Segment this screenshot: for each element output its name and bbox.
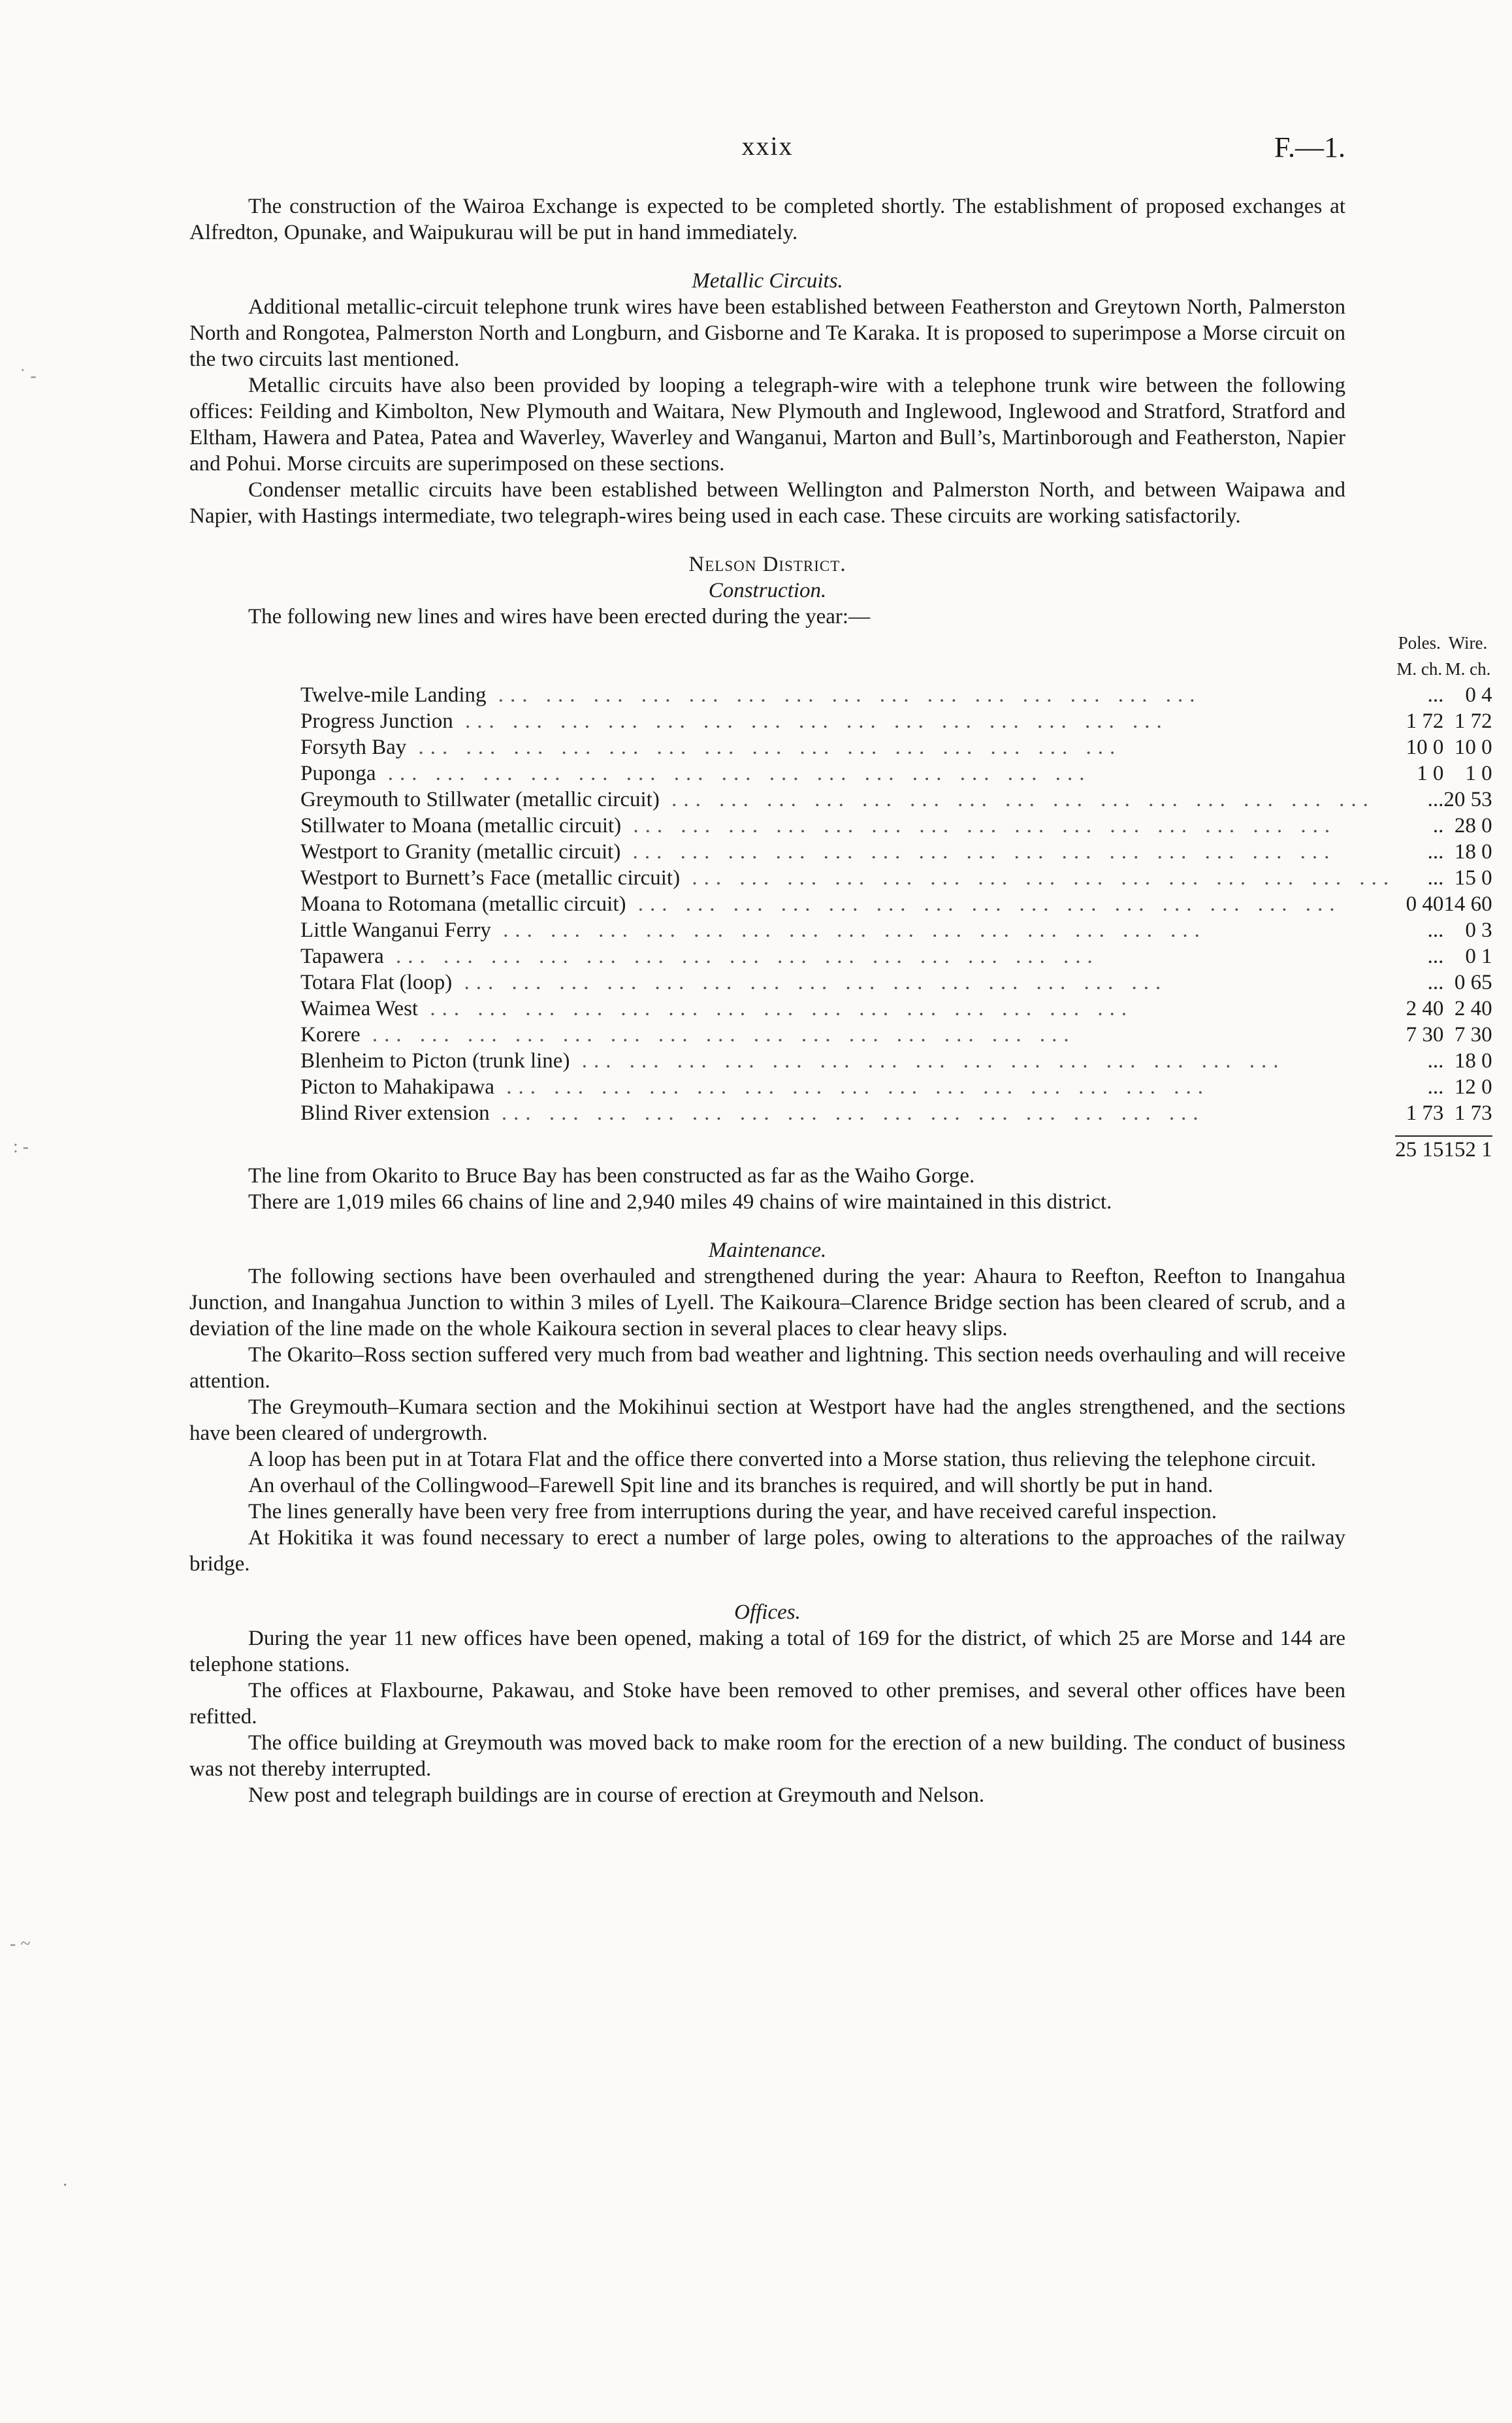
poles-value: ... xyxy=(1427,788,1444,811)
metallic-circuits-heading: Metallic Circuits. xyxy=(692,269,843,293)
line-name: Tapawera xyxy=(300,945,384,968)
wire-value: 15 0 xyxy=(1454,866,1492,890)
wire-total: 152 1 xyxy=(1443,1138,1492,1162)
poles-value: 1 72 xyxy=(1406,709,1444,733)
wire-value: 0 3 xyxy=(1465,919,1492,942)
poles-value: ... xyxy=(1427,1049,1444,1073)
nelson-district-heading: Nelson District. xyxy=(688,553,846,576)
margin-mark: · xyxy=(62,2175,69,2196)
line-name: Forsyth Bay xyxy=(300,736,407,759)
poles-value: ... xyxy=(1427,840,1444,864)
metallic-paragraph: Metallic circuits have also been provided by looping a telegraph-wire with a telephone trunk wire between the following offices: Feilding and Kimbolton, New Plymouth and Waitara, New Plymouth and Inglewood, Inglewood and Stratford, Stratford and Eltham, Hawera and Patea, Patea and Waverley, Waverley and Wanganui, Marton and Bull’s, Martinborough and Featherston, Napier and Pohui. Morse circuits are superimposed on these sections. xyxy=(189,374,1345,476)
wire-column-header: Wire. xyxy=(1448,633,1488,653)
table-row: Blind River extension ... ... ... ... ... ... ... ... ... ... ... ... ... ... ... 1 73 1 73 xyxy=(300,1101,1492,1125)
construction-table xyxy=(300,630,1492,1163)
line-name: Westport to Granity (metallic circuit) xyxy=(300,840,621,864)
poles-column-header: Poles. xyxy=(1398,633,1441,653)
offices-paragraph: New post and telegraph buildings are in course of erection at Greymouth and Nelson. xyxy=(248,1783,985,1807)
table-row: Moana to Rotomana (metallic circuit) ... ... ... ... ... ... ... ... ... ... ... ... ... ... ... 0 40 14 60 xyxy=(300,892,1492,916)
line-name: Little Wanganui Ferry xyxy=(300,919,491,942)
table-row: Puponga ... ... ... ... ... ... ... ... ... ... ... ... ... ... ... 1 0 1 0 xyxy=(300,762,1492,785)
table-row: Picton to Mahakipawa ... ... ... ... ... ... ... ... ... ... ... ... ... ... ... ... 12 0 xyxy=(300,1075,1492,1099)
poles-value: 10 0 xyxy=(1406,736,1444,759)
poles-value: ... xyxy=(1427,919,1444,942)
wire-value: 20 53 xyxy=(1443,788,1492,811)
table-row: Korere ... ... ... ... ... ... ... ... ... ... ... ... ... ... ... 7 30 7 30 xyxy=(300,1023,1492,1047)
maintenance-paragraph: The following sections have been overhauled and strengthened during the year: Ahaura to Reefton, Reefton to Inangahua Junction, and Inangahua Junction to within 3 miles of Lyell. The Kaikoura–Clarence Bridge section has been cleared of scrub, and a deviation of the line made on the whole Kaikoura section in several places to clear heavy slips. xyxy=(189,1265,1345,1341)
table-row: Twelve-mile Landing ... ... ... ... ... ... ... ... ... ... ... ... ... ... ... ... 0 4 xyxy=(300,683,1492,707)
margin-mark: - ~ xyxy=(10,1934,31,1954)
wire-value: 0 65 xyxy=(1454,971,1492,994)
after-table-paragraph: There are 1,019 miles 66 chains of line and 2,940 miles 49 chains of wire maintained in this district. xyxy=(248,1190,1112,1214)
poles-value: ... xyxy=(1427,683,1444,707)
line-name: Stillwater to Moana (metallic circuit) xyxy=(300,814,622,837)
table-row: Greymouth to Stillwater (metallic circuit) ... ... ... ... ... ... ... ... ... ... ... ... ... ... ... ... 20 53 xyxy=(300,788,1492,811)
wire-value: 1 72 xyxy=(1454,709,1492,733)
offices-paragraph: During the year 11 new offices have been opened, making a total of 169 for the district, of which 25 are Morse and 144 are telephone stations. xyxy=(189,1627,1345,1676)
line-name: Blenheim to Picton (trunk line) xyxy=(300,1049,570,1073)
totals-row xyxy=(300,1137,1492,1163)
table-row: Westport to Burnett’s Face (metallic circuit) ... ... ... ... ... ... ... ... ... ... ... ... ... ... ... ... 15 0 xyxy=(300,866,1492,890)
poles-value: ... xyxy=(1427,1075,1444,1099)
maintenance-paragraph: The lines generally have been very free from interruptions during the year, and have received careful inspection. xyxy=(248,1500,1217,1523)
poles-value: 0 40 xyxy=(1406,892,1444,916)
poles-value: 7 30 xyxy=(1406,1023,1444,1047)
table-row: Blenheim to Picton (trunk line) ... ... ... ... ... ... ... ... ... ... ... ... ... ... ... ... 18 0 xyxy=(300,1049,1492,1073)
poles-value: .. xyxy=(1432,814,1444,837)
poles-units: M. ch. xyxy=(1396,659,1443,679)
poles-value: ... xyxy=(1427,945,1444,968)
wire-value: 0 1 xyxy=(1465,945,1492,968)
maintenance-paragraph: At Hokitika it was found necessary to erect a number of large poles, owing to alterations to the approaches of the railway bridge. xyxy=(189,1526,1345,1576)
maintenance-paragraph: A loop has been put in at Totara Flat and the office there converted into a Morse station, thus relieving the telephone circuit. xyxy=(248,1448,1316,1471)
total-rule-row xyxy=(300,1126,1492,1137)
metallic-paragraph: Additional metallic-circuit telephone trunk wires have been established between Featherston and Greytown North, Palmerston North and Rongotea, Palmerston North and Longburn, and Gisborne and Te Karaka. It is proposed to superimpose a Morse circuit on the two circuits last mentioned. xyxy=(189,295,1345,371)
poles-value: 1 73 xyxy=(1406,1101,1444,1125)
offices-heading: Offices. xyxy=(734,1601,801,1624)
poles-value: 1 0 xyxy=(1417,762,1444,785)
opening-paragraph: The construction of the Wairoa Exchange is expected to be completed shortly. The establishment of proposed exchanges at Alfredton, Opunake, and Waipukurau will be put in hand immediately. xyxy=(189,195,1345,244)
construction-intro: The following new lines and wires have been erected during the year:— xyxy=(248,605,871,628)
metallic-paragraph: Condenser metallic circuits have been established between Wellington and Palmerston North, and between Waipawa and Napier, with Hastings intermediate, two telegraph-wires being used in each case. These circuits are working satisfactorily. xyxy=(189,478,1345,528)
line-name: Greymouth to Stillwater (metallic circuit) xyxy=(300,788,660,811)
poles-value: ... xyxy=(1427,971,1444,994)
line-name: Korere xyxy=(300,1023,361,1047)
line-name: Westport to Burnett’s Face (metallic circuit) xyxy=(300,866,681,890)
wire-value: 1 0 xyxy=(1465,762,1492,785)
table-row: Tapawera ... ... ... ... ... ... ... ... ... ... ... ... ... ... ... ... 0 1 xyxy=(300,945,1492,968)
maintenance-paragraph: An overhaul of the Collingwood–Farewell Spit line and its branches is required, and will shortly be put in hand. xyxy=(248,1474,1214,1497)
line-name: Progress Junction xyxy=(300,709,453,733)
offices-paragraph: The offices at Flaxbourne, Pakawau, and Stoke have been removed to other premises, and several other offices have been refitted. xyxy=(189,1679,1345,1729)
table-row: Stillwater to Moana (metallic circuit) ... ... ... ... ... ... ... ... ... ... ... ... ... ... ... .. 28 0 xyxy=(300,814,1492,837)
line-name: Blind River extension xyxy=(300,1101,490,1125)
table-row: Progress Junction ... ... ... ... ... ... ... ... ... ... ... ... ... ... ... 1 72 1 72 xyxy=(300,709,1492,733)
margin-mark: ˙ - xyxy=(20,366,37,386)
wire-value: 14 60 xyxy=(1443,892,1492,916)
table-header-row xyxy=(300,630,1492,682)
wire-units: M. ch. xyxy=(1445,659,1491,679)
page-content xyxy=(189,193,1492,1808)
poles-total: 25 15 xyxy=(1395,1138,1444,1162)
page-header xyxy=(189,131,1345,170)
table-row: Forsyth Bay ... ... ... ... ... ... ... ... ... ... ... ... ... ... ... 10 0 10 0 xyxy=(300,736,1492,759)
wire-value: 10 0 xyxy=(1454,736,1492,759)
line-name: Totara Flat (loop) xyxy=(300,971,453,994)
construction-heading: Construction. xyxy=(708,579,827,602)
table-row: Totara Flat (loop) ... ... ... ... ... ... ... ... ... ... ... ... ... ... ... ... 0 65 xyxy=(300,971,1492,994)
wire-value: 2 40 xyxy=(1454,997,1492,1020)
offices-paragraph: The office building at Greymouth was moved back to make room for the erection of a new building. The conduct of business was not thereby interrupted. xyxy=(189,1731,1345,1781)
table-row: Waimea West ... ... ... ... ... ... ... ... ... ... ... ... ... ... ... 2 40 2 40 xyxy=(300,997,1492,1020)
maintenance-paragraph: The Greymouth–Kumara section and the Mokihinui section at Westport have had the angles strengthened, and the sections have been cleared of undergrowth. xyxy=(189,1395,1345,1445)
wire-value: 0 4 xyxy=(1465,683,1492,707)
page-number: xxix xyxy=(741,131,794,161)
margin-mark: : - xyxy=(13,1137,29,1157)
line-name: Puponga xyxy=(300,762,376,785)
after-table-paragraph: The line from Okarito to Bruce Bay has been constructed as far as the Waiho Gorge. xyxy=(248,1164,975,1188)
document-reference: F.—1. xyxy=(1274,131,1345,163)
wire-value: 7 30 xyxy=(1454,1023,1492,1047)
table-row: Little Wanganui Ferry ... ... ... ... ... ... ... ... ... ... ... ... ... ... ... ... 0 3 xyxy=(300,919,1492,942)
maintenance-heading: Maintenance. xyxy=(708,1239,827,1262)
wire-value: 12 0 xyxy=(1454,1075,1492,1099)
line-name: Waimea West xyxy=(300,997,419,1020)
wire-value: 1 73 xyxy=(1454,1101,1492,1125)
line-name: Twelve-mile Landing xyxy=(300,683,487,707)
wire-value: 18 0 xyxy=(1454,1049,1492,1073)
wire-value: 18 0 xyxy=(1454,840,1492,864)
poles-value: ... xyxy=(1427,866,1444,890)
table-row: Westport to Granity (metallic circuit) ... ... ... ... ... ... ... ... ... ... ... ... ... ... ... ... 18 0 xyxy=(300,840,1492,864)
line-name: Picton to Mahakipawa xyxy=(300,1075,494,1099)
line-name: Moana to Rotomana (metallic circuit) xyxy=(300,892,626,916)
maintenance-paragraph: The Okarito–Ross section suffered very much from bad weather and lightning. This section needs overhauling and will receive attention. xyxy=(189,1343,1345,1393)
wire-value: 28 0 xyxy=(1454,814,1492,837)
poles-value: 2 40 xyxy=(1406,997,1444,1020)
